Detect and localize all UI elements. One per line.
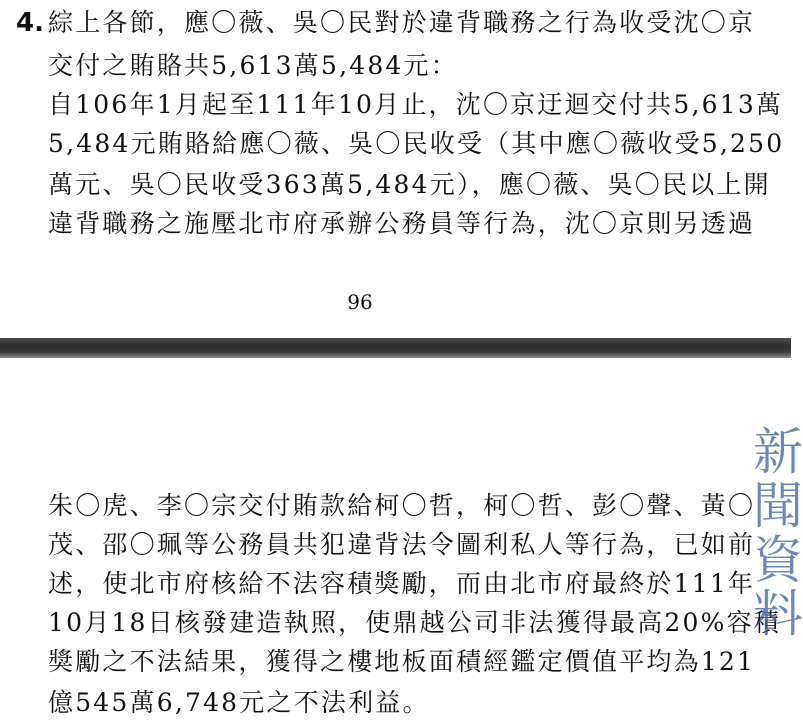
text-line-12: 億545萬6,748元之不法利益。 xyxy=(48,688,430,717)
text-line-6: 違背職務之施壓北市府承辦公務員等行為，沈〇京則另透過 xyxy=(48,209,756,238)
page-divider xyxy=(0,338,791,358)
document-page-top xyxy=(0,0,791,338)
text-line-4: 5,484元賄賂給應〇薇、吳〇民收受（其中應〇薇收受5,250 xyxy=(48,129,785,158)
text-line-1: 綜上各節，應〇薇、吳〇民對於違背職務之行為收受沈〇京 xyxy=(48,8,756,37)
news-material-stamp: 新聞資料 xyxy=(745,425,803,641)
text-line-11: 獎勵之不法結果，獲得之樓地板面積經鑑定價值平均為121 xyxy=(48,647,756,676)
text-line-10: 10月18日核發建造執照，使鼎越公司非法獲得最高20%容積 xyxy=(48,608,781,637)
text-line-2: 交付之賄賂共5,613萬5,484元： xyxy=(48,51,458,80)
text-line-8: 茂、邵〇珮等公務員共犯違背法令圖利私人等行為，已如前 xyxy=(48,530,756,559)
page-number: 96 xyxy=(347,290,373,314)
text-line-5: 萬元、吳〇民收受363萬5,484元），應〇薇、吳〇民以上開 xyxy=(48,170,771,199)
text-line-3: 自106年1月起至111年10月止，沈〇京迂迴交付共5,613萬 xyxy=(48,90,784,119)
text-line-7: 朱〇虎、李〇宗交付賄款給柯〇哲，柯〇哲、彭〇聲、黃〇 xyxy=(48,491,756,520)
text-line-9: 述，使北市府核給不法容積獎勵，而由北市府最終於111年 xyxy=(48,569,756,598)
document-page-bottom xyxy=(0,358,791,728)
item-number: 4. xyxy=(16,8,44,38)
